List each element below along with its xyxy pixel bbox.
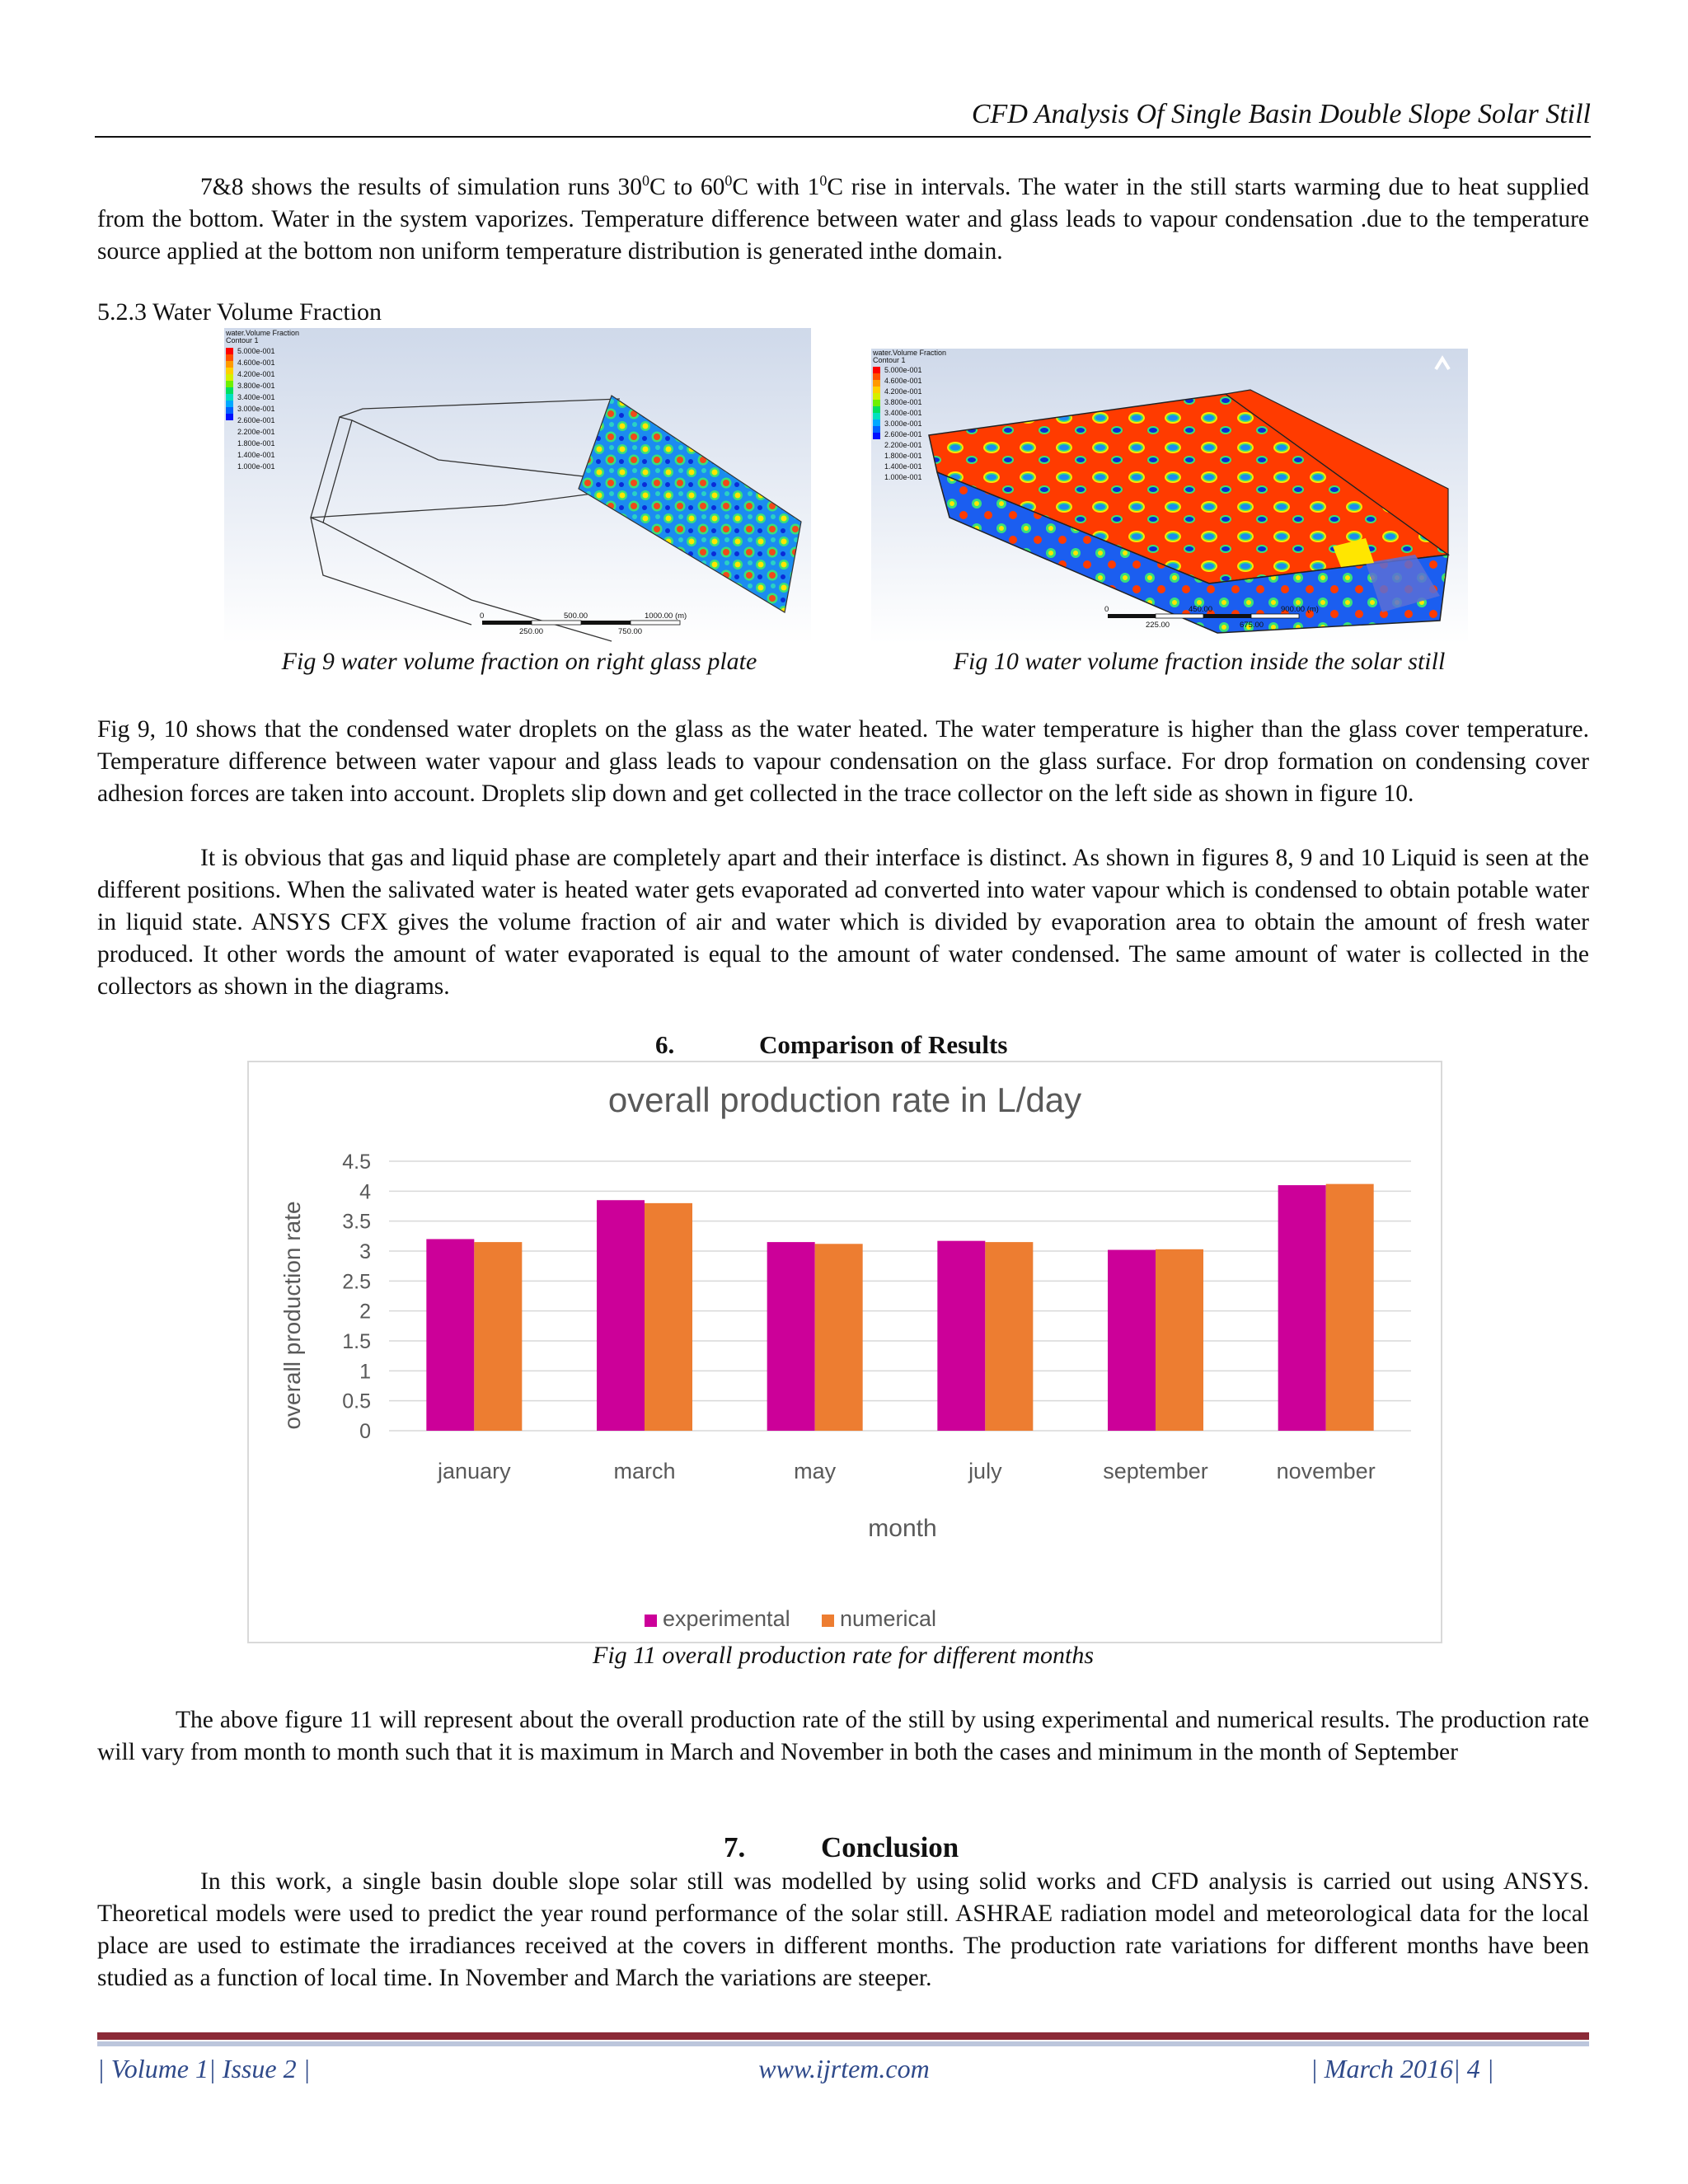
chart-y-tick-label: 3.5 [342, 1210, 371, 1234]
figure-9-contour [224, 328, 811, 644]
footer-date-page: | March 2016| 4 | [1311, 2054, 1494, 2083]
figure-10-caption: Fig 10 water volume fraction inside the solar still [953, 648, 1446, 675]
chart-legend-label: numerical [840, 1606, 937, 1631]
figure-9-image [224, 328, 811, 644]
chart-bar-experimental [1108, 1250, 1156, 1431]
chart-y-tick-label: 1 [359, 1360, 371, 1384]
chart-x-tick-label: september [1103, 1459, 1208, 1483]
scale-label: 0 [480, 612, 485, 621]
legend-value: 3.400e-001 [884, 409, 922, 417]
footer-volume-issue: | Volume 1| Issue 2 | [97, 2054, 311, 2083]
chart-bar-numerical [1156, 1249, 1203, 1431]
running-header: CFD Analysis Of Single Basin Double Slope Solar Still [971, 99, 1591, 129]
chart-x-tick-label: march [613, 1459, 676, 1483]
scale-label: 675.00 [1240, 621, 1264, 630]
scale-label: 0 [1104, 605, 1109, 614]
scale-label: 750.00 [618, 627, 643, 636]
chart-bar-numerical [1326, 1184, 1374, 1431]
legend-value: 4.600e-001 [884, 377, 922, 385]
section-6-title: Comparison of Results [759, 1030, 1008, 1059]
legend-value: 5.000e-001 [884, 366, 922, 374]
legend-value: 1.000e-001 [884, 473, 922, 481]
legend-value: 2.200e-001 [237, 428, 275, 436]
legend-color-bar [873, 367, 880, 439]
chart-bar-experimental [937, 1241, 985, 1431]
production-rate-chart-svg [249, 1062, 1441, 1642]
legend-value: 3.000e-001 [884, 419, 922, 428]
legend-value: 1.800e-001 [237, 439, 275, 448]
footer-rule [97, 2032, 1589, 2040]
chart-y-tick-label: 4 [359, 1180, 371, 1204]
chart-x-axis-label: month [868, 1515, 937, 1542]
chart-x-tick-label: may [794, 1459, 837, 1483]
legend-title: water.Volume Fraction [873, 349, 947, 357]
legend-value: 3.800e-001 [884, 398, 922, 406]
section-7-title: Conclusion [821, 1831, 959, 1863]
header-rule [95, 136, 1591, 138]
chart-y-tick-label: 4.5 [342, 1151, 371, 1174]
legend-value: 5.000e-001 [237, 347, 275, 355]
legend-value: 1.400e-001 [884, 462, 922, 471]
legend-subtitle: Contour 1 [226, 336, 259, 344]
chart-x-tick-label: january [438, 1459, 511, 1483]
chart-y-axis-label: overall production rate [279, 1201, 305, 1430]
legend-value: 3.000e-001 [237, 405, 275, 413]
scale-label: 1000.00 (m) [645, 612, 687, 621]
legend-value: 2.600e-001 [884, 430, 922, 438]
footer-website: www.ijrtem.com [758, 2054, 930, 2083]
chart-bar-experimental [1278, 1185, 1326, 1431]
scale-label: 450.00 [1189, 605, 1213, 614]
chart-y-tick-label: 2 [359, 1300, 371, 1324]
scale-label: 500.00 [564, 612, 588, 621]
legend-value: 1.800e-001 [884, 452, 922, 460]
scale-bar [482, 621, 680, 625]
chart-bar-numerical [815, 1244, 863, 1431]
legend-value: 1.000e-001 [237, 462, 275, 471]
chart-y-tick-label: 0.5 [342, 1390, 371, 1413]
legend-value: 2.600e-001 [237, 416, 275, 424]
figure-11-caption: Fig 11 overall production rate for different months [593, 1642, 1094, 1669]
legend-color-bar [226, 348, 233, 420]
chart-bar-numerical [645, 1203, 692, 1431]
chart-legend-swatch [822, 1615, 834, 1627]
scale-label: 900.00 (m) [1281, 605, 1319, 614]
paragraph-droplets: Fig 9, 10 shows that the condensed water droplets on the glass as the water heated. The water temperature is higher than the glass cover temperature. Temperature difference between water vapour and glass leads to vapour condensation on the glass surface. For drop formation on condensing cover adhesion forces are taken into account. Droplets slip down and get collected in the trace collector on the left side as shown in figure 10. [97, 716, 1589, 807]
legend-value: 1.400e-001 [237, 451, 275, 459]
legend-value: 2.200e-001 [884, 441, 922, 449]
chart-y-tick-label: 3 [359, 1240, 371, 1263]
legend-value: 4.200e-001 [237, 370, 275, 378]
footer-rule-accent [97, 2041, 1589, 2046]
legend-subtitle: Contour 1 [873, 356, 906, 364]
chart-title: overall production rate in L/day [607, 1080, 1082, 1119]
conclusion-paragraph: In this work, a single basin double slope solar still was modelled by using solid works and CFD analysis is carried out using ANSYS. Theoretical models were used to predict the year round performance of the solar still. ASHRAE radiation model and meteorological data for the local place are used to estimate the irradiances received at the covers in different months. The production rate variations for different months have been studied as a function of local time. In November and March the variations are steeper. [97, 1868, 1589, 1991]
chart-bar-experimental [767, 1242, 815, 1431]
legend-title: water.Volume Fraction [226, 329, 300, 337]
chart-x-tick-label: july [968, 1459, 1002, 1483]
chart-legend-label: experimental [663, 1606, 790, 1631]
chart-legend-swatch [645, 1615, 657, 1627]
scale-label: 225.00 [1146, 621, 1170, 630]
chart-bar-experimental [426, 1239, 474, 1431]
section-6-number: 6. [655, 1030, 675, 1059]
figure-10-contour [871, 349, 1468, 644]
section-7-number: 7. [724, 1831, 746, 1863]
legend-value: 3.800e-001 [237, 382, 275, 390]
paragraph-phases: It is obvious that gas and liquid phase are completely apart and their interface is distinct. As shown in figures 8, 9 and 10 Liquid is seen at the different positions. When the salivated water is heated water gets evaporated ad converted into water vapour which is condensed to obtain potable water in liquid state. ANSYS CFX gives the volume fraction of air and water which is divided by evaporation area to obtain the amount of fresh water produced. It other words the amount of water evaporated is equal to the amount of water condensed. The same amount of water is collected in the collectors as shown in the diagrams. [97, 845, 1589, 1000]
legend-value: 3.400e-001 [237, 393, 275, 401]
legend-value: 4.600e-001 [237, 359, 275, 367]
chart-y-tick-label: 1.5 [342, 1330, 371, 1353]
scale-bar [1108, 614, 1299, 618]
production-rate-chart [247, 1061, 1442, 1643]
subsection-heading: 5.2.3 Water Volume Fraction [97, 298, 382, 326]
chart-y-tick-label: 2.5 [342, 1270, 371, 1294]
legend-value: 4.200e-001 [884, 387, 922, 396]
chart-bar-numerical [985, 1242, 1033, 1431]
chart-y-tick-label: 0 [359, 1420, 371, 1443]
figure-10-image [871, 349, 1468, 644]
figure-9-caption: Fig 9 water volume fraction on right glass plate [281, 648, 757, 675]
intro-paragraph: 7&8 shows the results of simulation runs $30^0C$ to $60^0C$ with $1^0C$ rise in intervals. The water in the still starts warming due to heat supplied from the bottom. Water in the system vaporizes. Temperature difference between water and glass leads to vapour condensation .due to the temperature source applied at the bottom non uniform temperature distribution is generated inthe domain. [97, 172, 1589, 265]
scale-label: 250.00 [519, 627, 544, 636]
chart-bar-numerical [474, 1242, 522, 1431]
paragraph-production-rate: The above figure 11 will represent about the overall production rate of the still by using experimental and numerical results. The production rate will vary from month to month such that it is maximum in March and November in both the cases and minimum in the month of September [97, 1707, 1589, 1765]
chart-bar-experimental [597, 1200, 645, 1431]
chart-x-tick-label: november [1276, 1459, 1376, 1483]
